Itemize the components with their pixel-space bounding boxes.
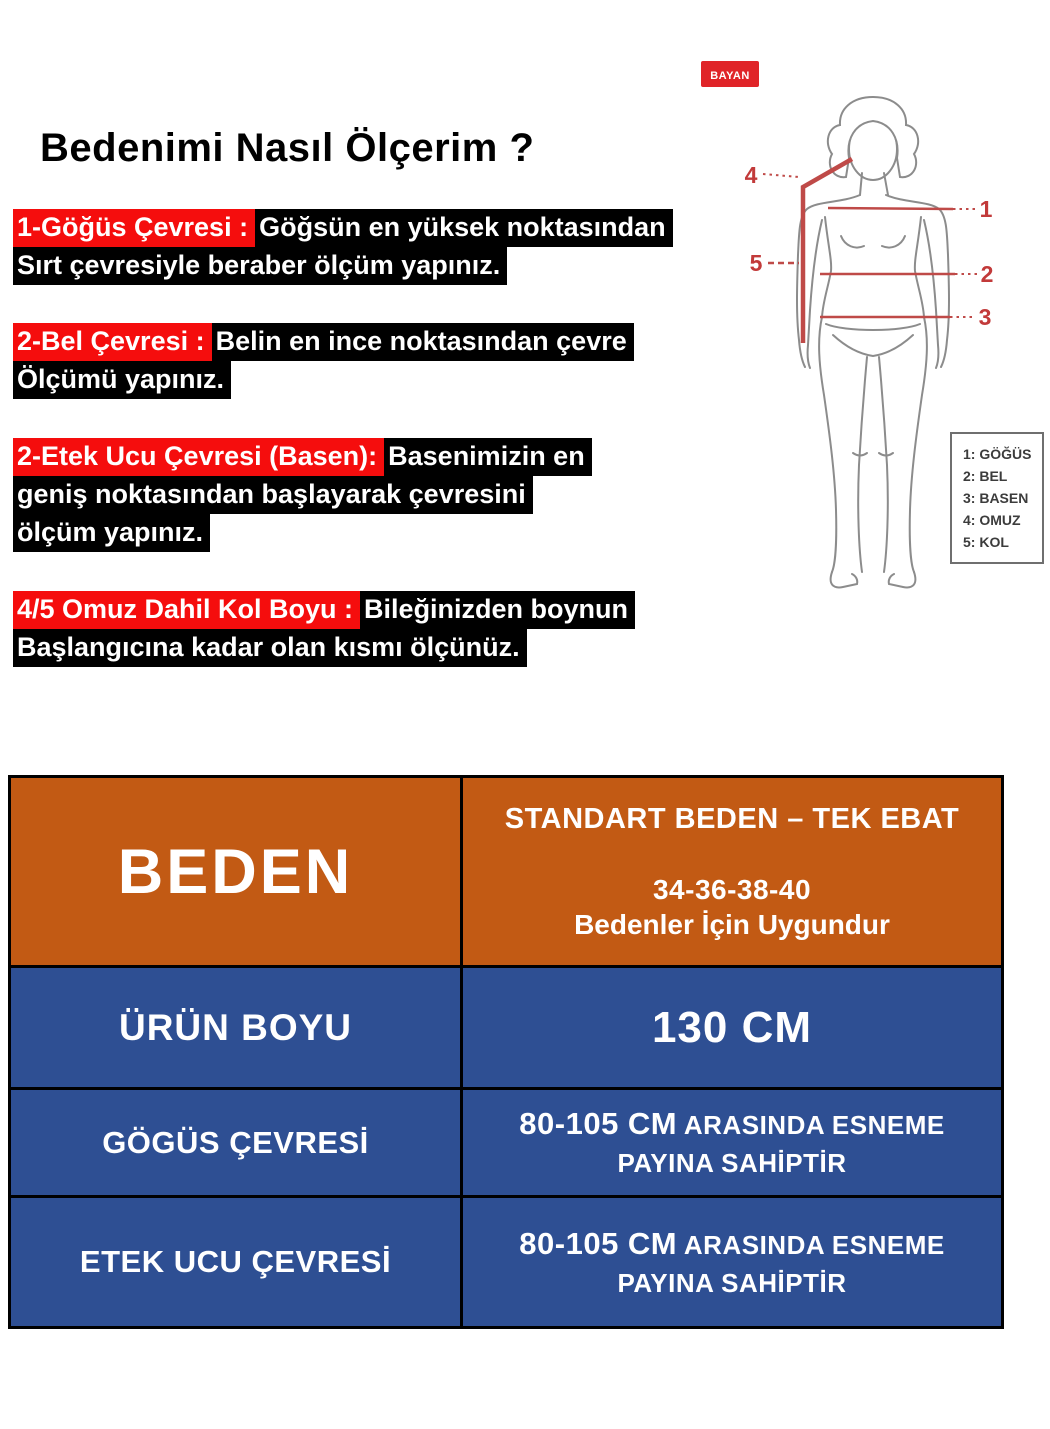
instruction-line [13, 247, 673, 285]
bayan-badge [701, 61, 759, 87]
urun-boyu-label: ÜRÜN BOYU [118, 1006, 353, 1048]
measurement-lines [745, 159, 994, 343]
instruction-gogus-cevresi [13, 209, 673, 285]
page-title: Bedenimi Nasıl Ölçerim ? [40, 126, 535, 170]
instruction-line [13, 629, 635, 667]
instruction-etek-ucu-cevresi [13, 438, 592, 552]
instruction-line [13, 514, 592, 552]
marker-4: 4 [744, 162, 758, 188]
gogus-cevresi-label: GÖGÜS ÇEVRESİ [102, 1124, 369, 1160]
marker-5: 5 [749, 250, 763, 276]
left-leg-outer [819, 317, 836, 572]
instruction-text: Basenimizin en [384, 438, 592, 476]
body-measurement-figure [695, 55, 1045, 645]
gogus-stretch-text-line2: PAYINA SAHİPTİR [617, 1148, 847, 1178]
instruction-text: Başlangıcına kadar olan kısmı ölçünüz. [13, 629, 527, 667]
instruction-text: ölçüm yapınız. [13, 514, 210, 552]
torso-right-side [915, 217, 924, 317]
torso-left-side [822, 217, 831, 317]
instruction-label: 2-Etek Ucu Çevresi (Basen): [13, 438, 384, 476]
etek-stretch-suffix: ARASINDA ESNEME [683, 1229, 945, 1260]
instruction-omuz-kol-boyu [13, 591, 635, 667]
right-foot [889, 572, 916, 587]
size-table [8, 775, 1004, 1329]
legend-item-omuz: 4: OMUZ [963, 512, 1021, 528]
gogus-range-value: 80-105 CM [519, 1106, 678, 1141]
marker-3: 3 [978, 304, 992, 330]
etek-ucu-label: ETEK UCU ÇEVRESİ [79, 1244, 392, 1279]
instruction-text: geniş noktasından başlayarak çevresini [13, 476, 533, 514]
marker-4-leader-line [763, 174, 799, 177]
marker-2: 2 [980, 261, 994, 287]
instruction-line [13, 209, 673, 247]
etek-stretch-text-line2: PAYINA SAHİPTİR [617, 1267, 847, 1298]
right-leg-inner [879, 357, 888, 572]
etek-range-value: 80-105 CM [519, 1225, 678, 1261]
table-cell-beden-header [11, 778, 460, 965]
gogus-stretch-text [519, 1106, 944, 1142]
instruction-label: 2-Bel Çevresi : [13, 323, 212, 361]
table-cell-etek-ucu-value [463, 1198, 1001, 1326]
beden-suitable-text: Bedenler İçin Uygundur [574, 908, 890, 940]
left-leg-inner [858, 357, 867, 572]
table-cell-urun-boyu-value [463, 968, 1001, 1087]
table-cell-etek-ucu-header [11, 1198, 460, 1326]
instruction-line [13, 476, 592, 514]
table-cell-urun-boyu-header [11, 968, 460, 1087]
etek-stretch-text [519, 1226, 944, 1262]
instruction-line [13, 591, 635, 629]
woman-figure-outline [797, 97, 949, 587]
instruction-text: Bileğinizden boynun [360, 591, 635, 629]
instruction-bel-cevresi [13, 323, 634, 399]
instruction-line [13, 323, 634, 361]
instruction-line [13, 361, 634, 399]
beden-range-text: 34-36-38-40 [652, 873, 812, 905]
table-cell-beden-value [463, 778, 1001, 965]
beden-label: BEDEN [117, 836, 354, 907]
instruction-line [13, 438, 592, 476]
marker-1: 1 [979, 196, 993, 222]
left-foot [831, 572, 858, 587]
underwear-waistband [826, 324, 920, 330]
instruction-text: Göğsün en yüksek noktasından [255, 209, 673, 247]
right-leg-outer [910, 317, 927, 572]
table-cell-gogus-cevresi-header [11, 1090, 460, 1195]
standart-beden-text: STANDART BEDEN – TEK EBAT [504, 802, 960, 835]
table-cell-gogus-cevresi-value [463, 1090, 1001, 1195]
bust-right-curve [882, 236, 905, 248]
underwear-bottom [833, 335, 913, 356]
instruction-text: Sırt çevresiyle beraber ölçüm yapınız. [13, 247, 507, 285]
chest-line [828, 208, 953, 209]
instruction-label: 4/5 Omuz Dahil Kol Boyu : [13, 591, 360, 629]
instruction-text: Belin en ince noktasından çevre [212, 323, 634, 361]
gogus-stretch-suffix: ARASINDA ESNEME [683, 1110, 945, 1140]
legend-item-gogus: 1: GÖĞÜS [963, 446, 1032, 462]
legend-item-basen: 3: BASEN [963, 490, 1029, 506]
bust-left-curve [841, 236, 864, 248]
legend-item-bel: 2: BEL [963, 468, 1008, 484]
figure-legend [951, 433, 1043, 563]
badge-label: BAYAN [710, 70, 750, 82]
urun-boyu-value: 130 CM [651, 1002, 813, 1052]
instruction-text: Ölçümü yapınız. [13, 361, 231, 399]
instruction-label: 1-Göğüs Çevresi : [13, 209, 255, 247]
legend-item-kol: 5: KOL [963, 534, 1009, 550]
